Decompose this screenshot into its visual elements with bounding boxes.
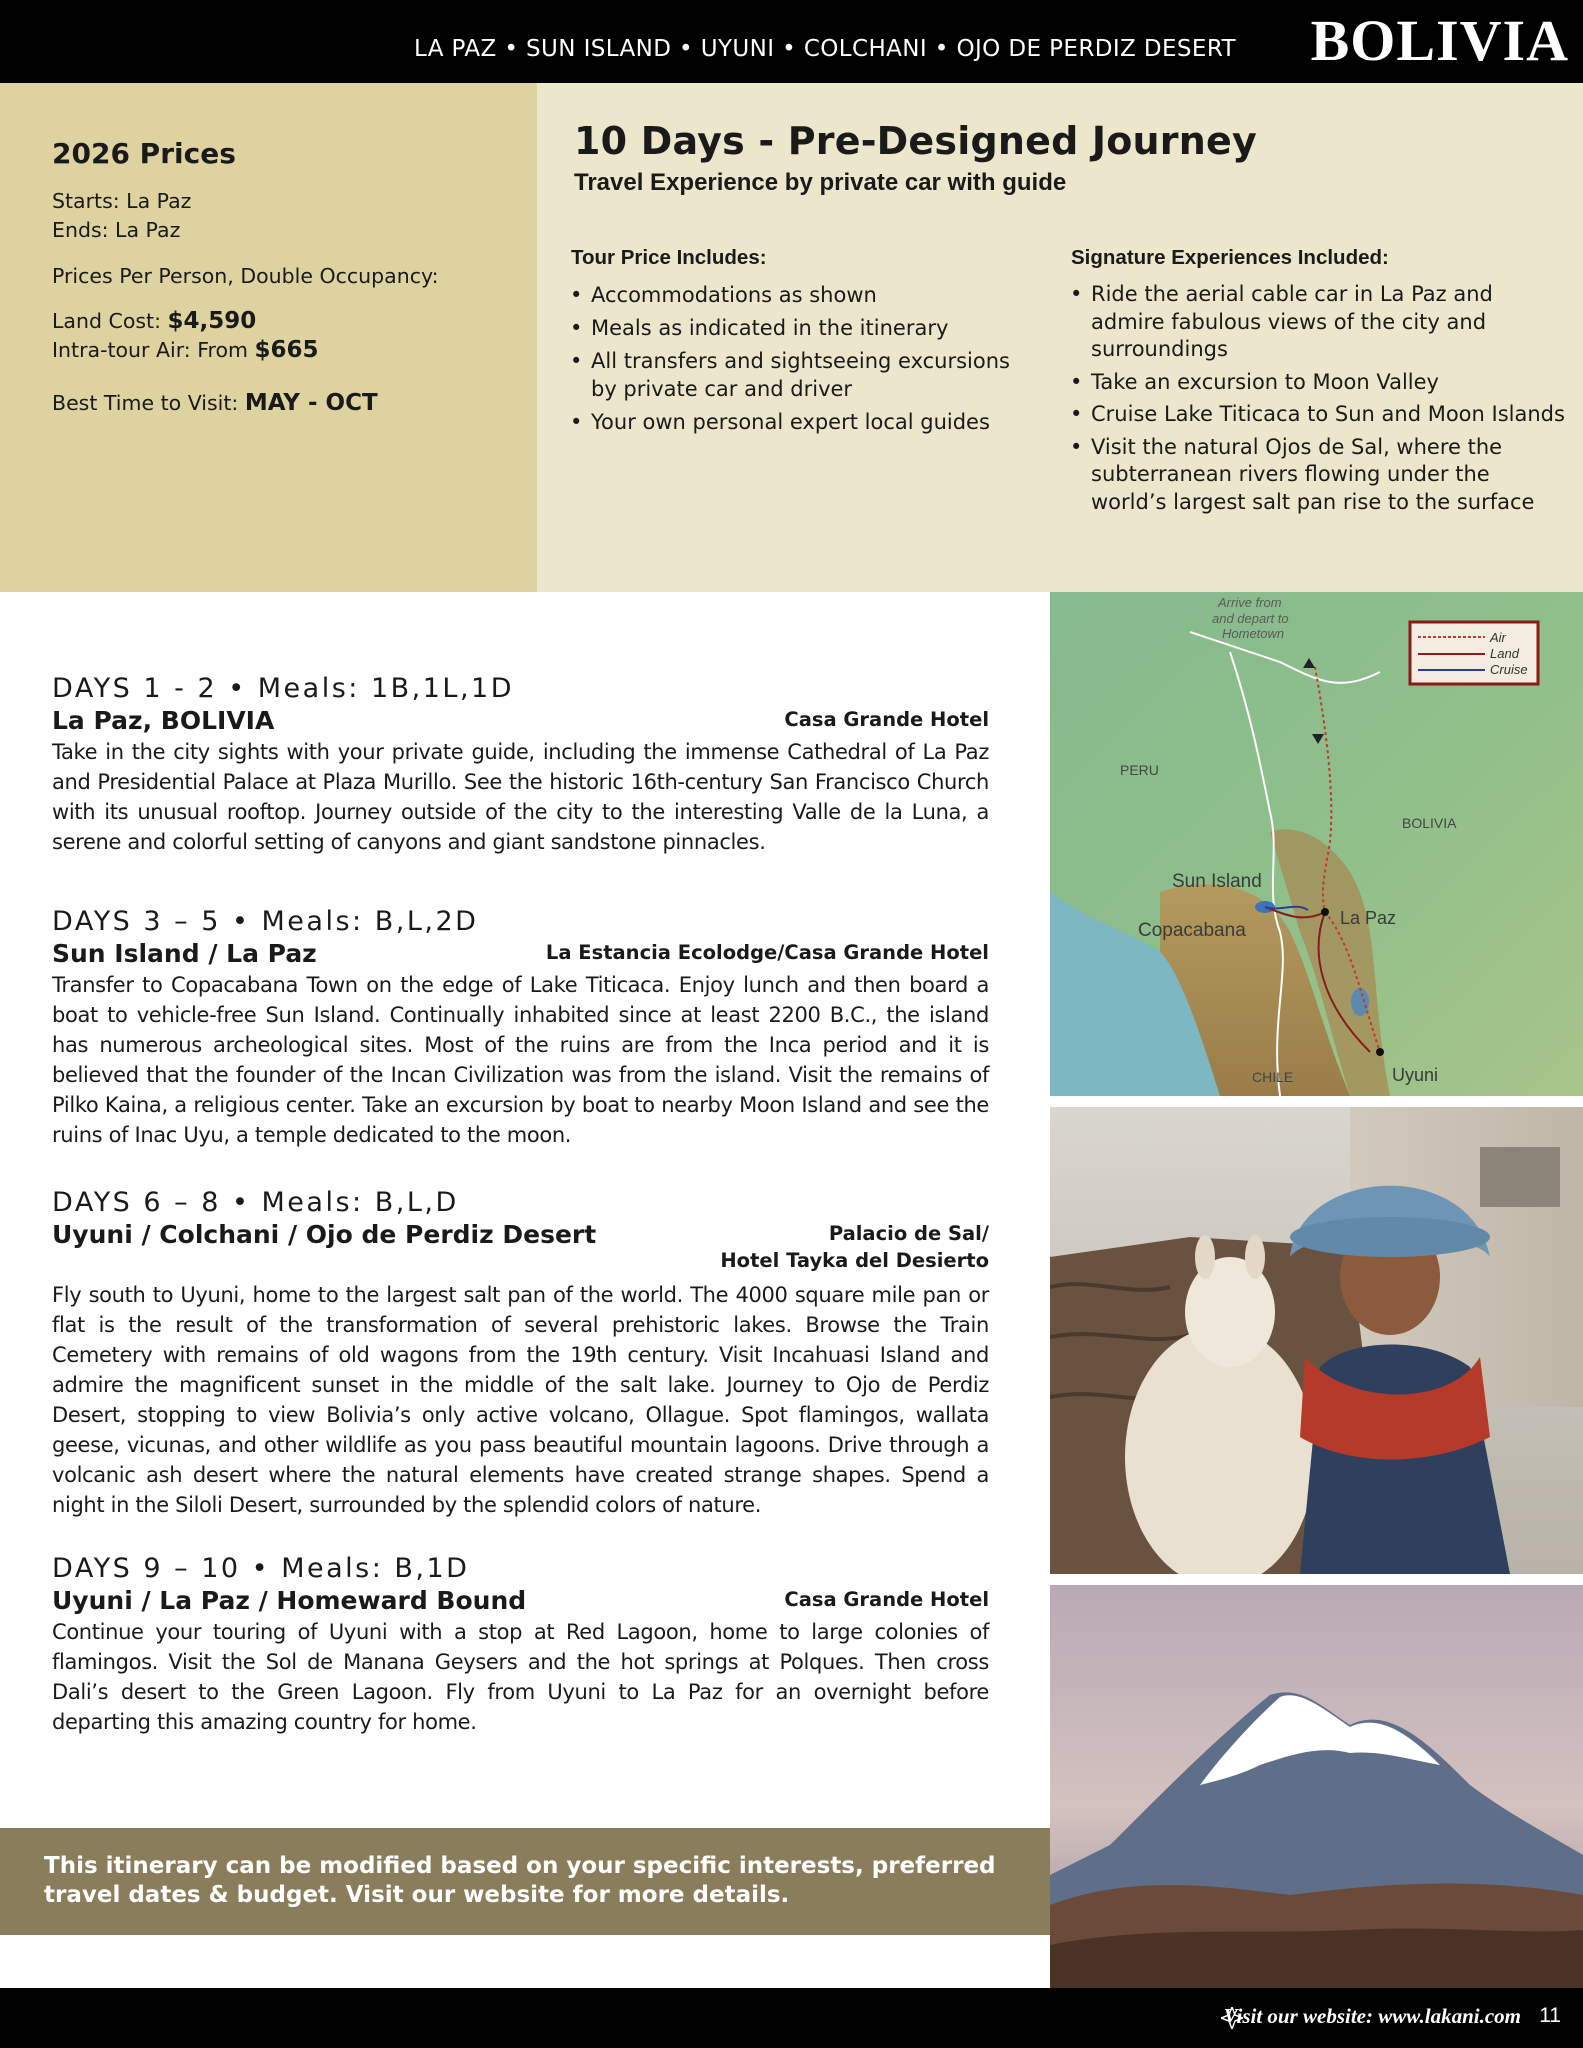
alpaca-ear	[1195, 1235, 1215, 1279]
top-banner	[0, 0, 1583, 83]
day-block	[52, 1552, 989, 1737]
land-cost-value: $4,590	[167, 308, 257, 334]
journey-title: 10 Days - Pre-Designed Journey	[574, 119, 1257, 163]
footer-bar	[0, 1988, 1583, 2048]
day-hotel: Casa Grande Hotel	[784, 708, 989, 731]
day-location: Sun Island / La Paz	[52, 939, 317, 968]
day-description: Transfer to Copacabana Town on the edge of Lake Titicaca. Enjoy lunch and then board a boat to vehicle-free Sun Island. Continually inhabited since at least 2200 B.C., the island has numerous archeological sites. Most of the ruins are from the Inca period and it is believed that the founder of the Incan Civilization was from the island. Visit the remains of Pilko Kaina, a religious center. Take an excursion by boat to nearby Moon Island and see the ruins of Inac Uyu, a temple dedicated to the moon.	[52, 973, 989, 1147]
legend-air-label: Air	[1490, 630, 1506, 645]
prices-title: 2026 Prices	[52, 137, 236, 170]
day-location-row	[52, 1586, 989, 1617]
signature-list	[1068, 281, 1568, 521]
photo-snowy-mountain	[1050, 1585, 1583, 1988]
day-location-row	[52, 939, 989, 970]
end-city: Ends: La Paz	[52, 218, 181, 242]
includes-heading: Tour Price Includes:	[571, 246, 767, 269]
photo-child-with-alpaca	[1050, 1107, 1583, 1574]
customization-note-bar	[0, 1828, 1050, 1935]
page-number: 11	[1539, 2004, 1561, 2027]
day-block	[52, 1186, 989, 1520]
route-list: LA PAZ • SUN ISLAND • UYUNI • COLCHANI • OJO DE PERDIZ DESERT	[413, 36, 1236, 62]
map-label-uyuni: Uyuni	[1392, 1065, 1439, 1085]
customization-note: This itinerary can be modified based on your specific interests, preferred travel dates & budget. Visit our website for more details.	[44, 1853, 996, 1908]
list-item: • Meals as indicated in the itinerary	[568, 314, 1028, 342]
list-item: • Visit the natural Ojos de Sal, where the subterranean rivers flowing under the world’s largest salt pan rise to the surface	[1068, 434, 1568, 517]
list-item: • All transfers and sightseeing excursions by private car and driver	[568, 347, 1028, 403]
map-arrive-note: Arrive from	[1218, 595, 1282, 610]
uyuni-dot	[1376, 1048, 1384, 1056]
day-location: Uyuni / La Paz / Homeward Bound	[52, 1586, 527, 1615]
list-item: • Ride the aerial cable car in La Paz and admire fabulous views of the city and surroundings	[1068, 281, 1568, 364]
journey-subtitle: Travel Experience by private car with guide	[574, 169, 1067, 196]
list-item: • Accommodations as shown	[568, 281, 1028, 309]
day-hotel: La Estancia Ecolodge/Casa Grande Hotel	[545, 941, 989, 964]
air-cost-value: $665	[254, 337, 319, 363]
air-cost	[52, 336, 319, 365]
alpaca-ear	[1245, 1235, 1265, 1279]
day-block	[52, 672, 989, 857]
day-location-row	[52, 1220, 989, 1280]
photo-graphic	[1050, 1585, 1583, 1988]
map-label-la-paz: La Paz	[1340, 908, 1397, 928]
day-location-row	[52, 706, 989, 737]
map-label-sun-island: Sun Island	[1172, 871, 1262, 892]
start-city: Starts: La Paz	[52, 189, 192, 213]
day-heading: DAYS 3 – 5 • Meals: B,L,2D	[52, 906, 479, 937]
land-cost-label: Land Cost:	[52, 309, 168, 333]
land-cost	[52, 307, 256, 336]
legend-land-label: Land	[1490, 646, 1519, 661]
best-time-value: MAY - OCT	[244, 390, 378, 416]
day-block	[52, 905, 989, 1150]
journey-panel	[537, 83, 1583, 592]
country-title: BOLIVIA	[1310, 8, 1569, 73]
window	[1480, 1147, 1560, 1207]
list-item: • Cruise Lake Titicaca to Sun and Moon Islands	[1068, 401, 1568, 429]
day-description: Fly south to Uyuni, home to the largest salt pan of the world. The 4000 square mile pan or flat is the result of the transformation of several prehistoric lakes. Browse the Train Cemetery with remains of old wagons from the 19th century. Visit Incahuasi Island and admire the magnificent sunset in the middle of the salt lake. Journey to Ojo de Perdiz Desert, stopping to view Bolivia’s only active volcano, Ollague. Spot flamingos, wallata geese, vicunas, and other wildlife as you pass beautiful mountain lagoons. Drive through a volcanic ash desert where the natural elements have created strange shapes. Spend a night in the Siloli Desert, surrounded by the splendid colors of nature.	[52, 1283, 989, 1517]
website-link[interactable]: Visit our website: www.lakani.com	[1223, 2004, 1521, 2028]
day-hotel: Palacio de Sal/	[828, 1222, 989, 1245]
foreground-hills	[1050, 1929, 1583, 1988]
signature-heading: Signature Experiences Included:	[1071, 246, 1389, 269]
legend-cruise-label: Cruise	[1490, 662, 1528, 677]
air-cost-label: Intra-tour Air: From	[52, 338, 255, 362]
map-graphic	[1050, 592, 1583, 1096]
day-heading: DAYS 6 – 8 • Meals: B,L,D	[52, 1187, 459, 1218]
day-heading: DAYS 1 - 2 • Meals: 1B,1L,1D	[52, 673, 515, 704]
day-location: La Paz, BOLIVIA	[52, 706, 275, 735]
best-time	[52, 389, 378, 418]
day-hotel: Casa Grande Hotel	[784, 1588, 989, 1611]
day-location: Uyuni / Colchani / Ojo de Perdiz Desert	[52, 1220, 597, 1249]
map-label-bolivia: BOLIVIA	[1402, 815, 1457, 831]
list-item: • Your own personal expert local guides	[568, 408, 1028, 436]
route-map	[1050, 592, 1583, 1096]
day-description: Take in the city sights with your private guide, including the immense Cathedral of La Paz and Presidential Palace at Plaza Murillo. See the historic 16th-century San Francisco Church with its unusual rooftop. Journey outside of the city to the interesting Valle de la Luna, a serene and colorful setting of canyons and giant sandstone pinnacles.	[52, 740, 989, 854]
day-hotel-line2: Hotel Tayka del Desierto	[720, 1249, 989, 1272]
la-paz-dot	[1321, 908, 1329, 916]
map-arrive-note: Hometown	[1222, 626, 1285, 641]
prices-panel	[0, 83, 537, 592]
best-time-label: Best Time to Visit:	[52, 391, 245, 415]
list-item: • Take an excursion to Moon Valley	[1068, 369, 1568, 397]
price-basis: Prices Per Person, Double Occupancy:	[52, 264, 439, 288]
photo-graphic	[1050, 1107, 1583, 1574]
map-label-copacabana: Copacabana	[1138, 920, 1246, 941]
map-label-peru: PERU	[1120, 762, 1159, 778]
day-heading: DAYS 9 – 10 • Meals: B,1D	[52, 1553, 470, 1584]
hat-brim	[1290, 1217, 1490, 1257]
day-description: Continue your touring of Uyuni with a stop at Red Lagoon, home to large colonies of flamingos. Visit the Sol de Manana Geysers and the hot springs at Polques. Then cross Dali’s desert to the Green Lagoon. Fly from Uyuni to La Paz for an overnight before departing this amazing country for home.	[52, 1620, 989, 1734]
map-arrive-note: and depart to	[1212, 611, 1289, 626]
map-label-chile: CHILE	[1252, 1069, 1294, 1085]
includes-list	[568, 281, 1028, 441]
